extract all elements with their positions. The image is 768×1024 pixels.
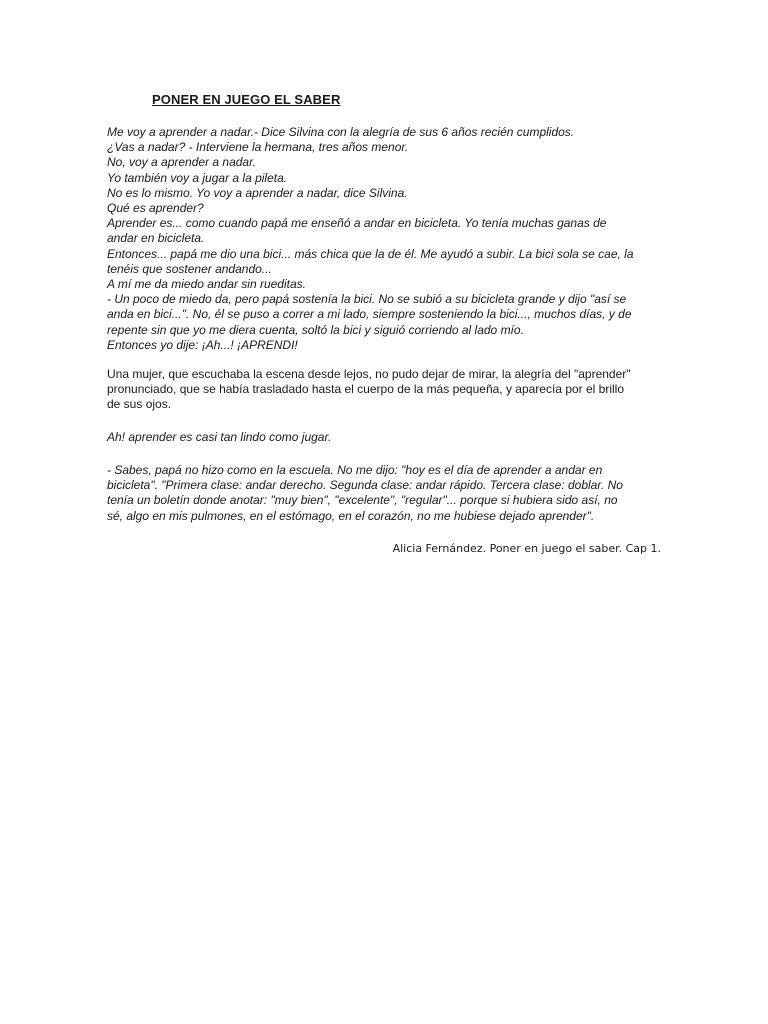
text-line: pronunciado, que se había trasladado hasta el cuerpo de la más pequeña, y aparecía por el brillo — [107, 382, 625, 397]
text-line: repente sin que yo me diera cuenta, soltó la bici y siguió corriendo al lado mío. — [107, 322, 524, 337]
text-line: Una mujer, que escuchaba la escena desde lejos, no pudo dejar de mirar, la alegría del "aprender" — [107, 367, 631, 381]
text-line: - Un poco de miedo da, pero papá sostenía la bici. No se subió a su bicicleta grande y dijo "así se — [107, 292, 627, 307]
text-line: Yo también voy a jugar a la pileta. — [107, 170, 288, 185]
text-line: de sus ojos. — [107, 397, 172, 412]
text-line: Ah! aprender es casi tan lindo como jugar. — [107, 430, 332, 444]
text-line: tenéis que sostener andando... — [107, 261, 272, 276]
text-line: Entonces yo dije: ¡Ah...! ¡APRENDI! — [107, 337, 298, 352]
source-citation: Alicia Fernández. Poner en juego el saber. Cap 1. — [392, 542, 661, 555]
text-line: No, voy a aprender a nadar. — [107, 155, 256, 170]
text-line: andar en bicicleta. — [107, 231, 205, 246]
dialogue-paragraph — [107, 125, 667, 353]
text-line: ¿Vas a nadar? - Interviene la hermana, tres años menor. — [107, 140, 409, 155]
text-line: No es lo mismo. Yo voy a aprender a nadar, dice Silvina. — [107, 185, 408, 200]
text-line: Qué es aprender? — [107, 201, 204, 216]
text-line: bicicleta". "Primera clase: andar derecho. Segunda clase: andar rápido. Tercera clase: doblar. No — [107, 478, 623, 493]
text-line: - Sabes, papá no hizo como en la escuela. No me dijo: "hoy es el día de aprender a andar en — [107, 463, 603, 477]
narration-paragraph — [107, 367, 667, 413]
reflection-paragraph — [107, 430, 667, 445]
text-line: Aprender es... como cuando papá me enseñó a andar en bicicleta. Yo tenía muchas ganas de — [107, 216, 607, 231]
text-line: tenía un boletín donde anotar: "muy bien", "excelente", "regular"... porque si hubiera sido así, no — [107, 493, 618, 508]
text-line: Entonces... papá me dio una bici... más chica que la de él. Me ayudó a subir. La bici sola se cae, la — [107, 246, 634, 261]
text-line: Me voy a aprender a nadar.- Dice Silvina con la alegría de sus 6 años recién cumplidos. — [107, 125, 575, 139]
text-line: anda en bici...". No, él se puso a correr a mi lado, siempre sosteniendo la bici..., muchos días, y de — [107, 307, 632, 322]
closing-paragraph — [107, 463, 667, 524]
text-line: A mí me da miedo andar sin rueditas. — [107, 277, 306, 292]
text-line: sé, algo en mis pulmones, en el estómago, en el corazón, no me hubiese dejado aprender". — [107, 508, 595, 523]
document-title: PONER EN JUEGO EL SABER — [152, 92, 341, 107]
